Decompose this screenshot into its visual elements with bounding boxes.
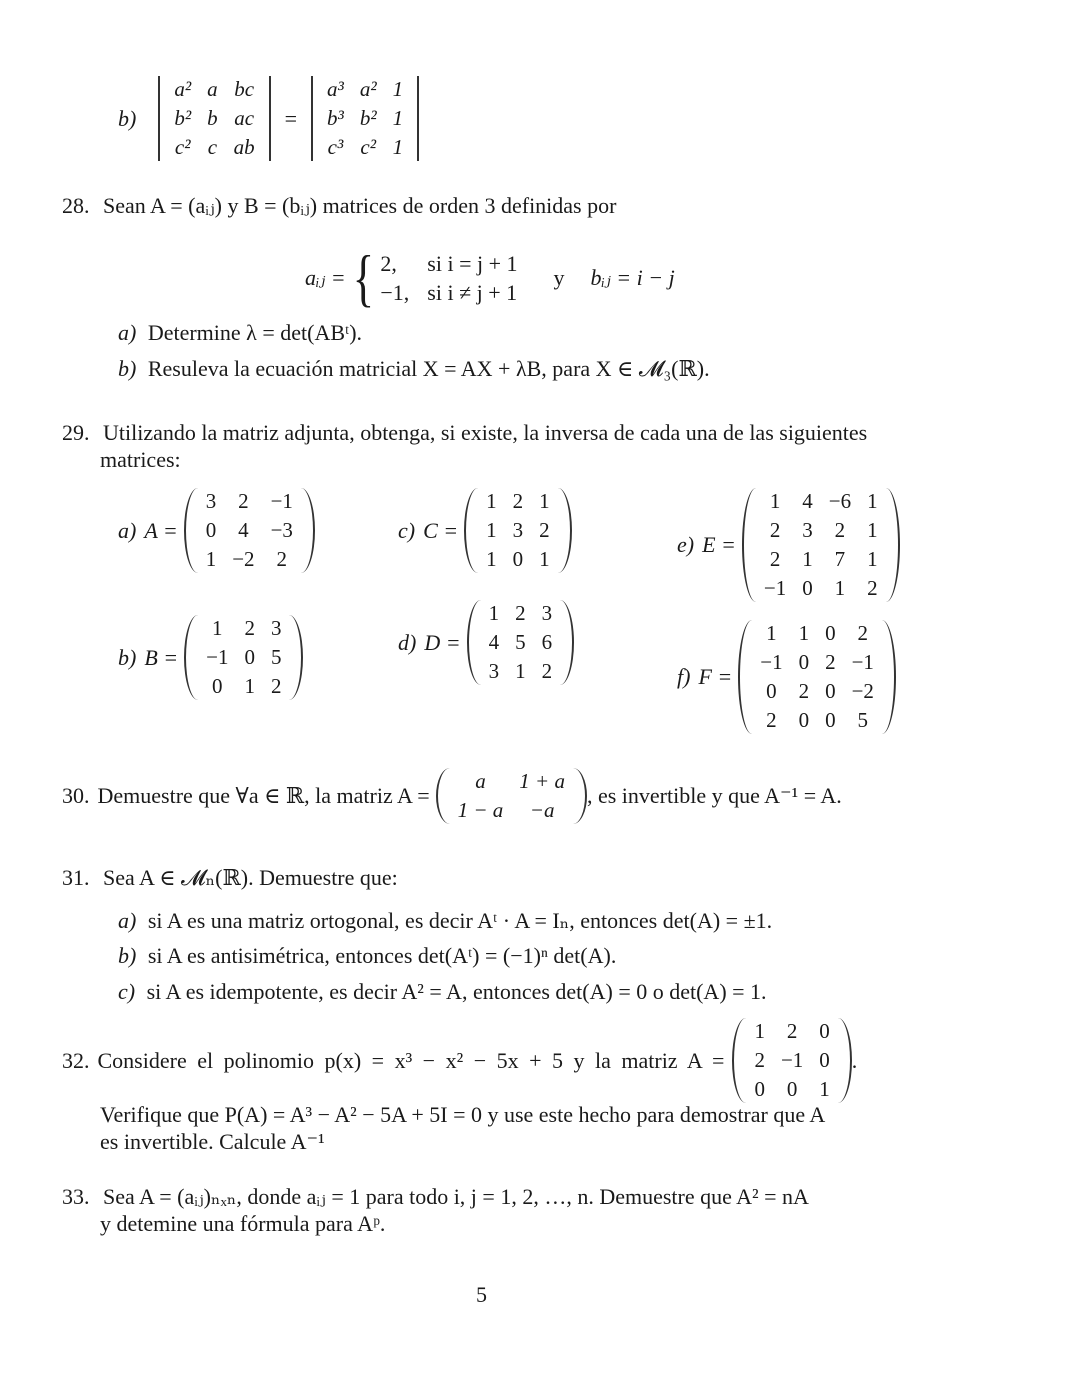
matrix-entries bbox=[452, 768, 571, 824]
matrix bbox=[742, 488, 900, 602]
matrix-cell: 7 bbox=[834, 547, 846, 571]
matrix bbox=[184, 488, 315, 573]
matrix-cell: ac bbox=[234, 106, 255, 130]
matrix-cell: 2 bbox=[541, 659, 553, 683]
equals-sign: = bbox=[284, 105, 298, 131]
matrix-cell: 2 bbox=[238, 489, 249, 513]
matrix-a bbox=[118, 488, 315, 573]
matrix-cell: 6 bbox=[541, 630, 553, 654]
matrix-cell: 1 bbox=[205, 547, 217, 571]
matrix-cell: 1 bbox=[867, 547, 878, 571]
matrix-cell: −1 bbox=[760, 650, 783, 674]
problem-33-line2: y detemine una fórmula para Aᵖ. bbox=[100, 1211, 386, 1236]
matrix-name: C = bbox=[423, 517, 459, 543]
matrix-cell: −6 bbox=[828, 489, 852, 513]
matrix-cell: 2 bbox=[825, 650, 836, 674]
matrix-cell: 0 bbox=[512, 547, 524, 571]
part-label: b) bbox=[118, 644, 137, 670]
right-paren-icon bbox=[556, 488, 572, 573]
matrix-cell: 2 bbox=[857, 621, 869, 645]
matrix-cell: −1 bbox=[270, 489, 293, 513]
matrix-cell: 1 bbox=[392, 106, 404, 130]
part-label: c) bbox=[398, 517, 416, 543]
matrix-cell: 2 bbox=[798, 679, 810, 703]
problem-number: 29. bbox=[62, 420, 90, 445]
left-paren-icon bbox=[184, 488, 200, 573]
matrix-name: A = bbox=[144, 517, 178, 543]
left-paren-icon bbox=[184, 615, 200, 700]
matrix-cell: 1 bbox=[244, 674, 255, 698]
matrix-cell: 0 bbox=[754, 1077, 765, 1101]
matrix-cell: 4 bbox=[238, 518, 249, 542]
matrix-cell: 2 bbox=[270, 674, 282, 698]
matrix-name: B = bbox=[144, 644, 179, 670]
matrix-cell: 2 bbox=[867, 576, 878, 600]
matrix-cell: −3 bbox=[270, 518, 293, 542]
matrix-cell: 4 bbox=[802, 489, 813, 513]
matrix-cell: −1 bbox=[851, 650, 874, 674]
problem-31-part-b: b) si A es antisimétrica, entonces det(Aᵗ) = (−1)ⁿ det(A). bbox=[118, 943, 617, 968]
matrix-cell: 2 bbox=[515, 601, 526, 625]
matrix-cell: 3 bbox=[205, 489, 217, 513]
matrix-cell: 5 bbox=[515, 630, 526, 654]
matrix-cell: b bbox=[207, 106, 218, 130]
matrix-cell: 2 bbox=[834, 518, 846, 542]
matrix-entries bbox=[200, 615, 287, 700]
matrix-cell: −1 bbox=[206, 645, 229, 669]
matrix-cell: −2 bbox=[851, 679, 874, 703]
matrix-cell: 2 bbox=[244, 616, 255, 640]
matrix-name: E = bbox=[702, 532, 736, 557]
matrix-cell: a² bbox=[359, 77, 377, 101]
left-brace-icon: { bbox=[352, 242, 374, 313]
matrix-cell: 0 bbox=[825, 679, 836, 703]
matrix-3x3 bbox=[732, 1018, 851, 1103]
matrix-cell: 1 bbox=[212, 616, 223, 640]
left-paren-icon bbox=[467, 600, 483, 685]
matrix-entries bbox=[748, 1018, 835, 1103]
matrix-cell: 0 bbox=[798, 708, 810, 732]
matrix bbox=[467, 600, 575, 685]
problem-32-line2: Verifique que P(A) = A³ − A² − 5A + 5I = 0 y use este hecho para demostrar que A bbox=[100, 1102, 826, 1127]
matrix-cell: 2 bbox=[769, 547, 781, 571]
matrix-cell: 1 bbox=[867, 518, 878, 542]
piecewise-definition: aᵢⱼ = { 2, si i = j + 1 −1, si i ≠ j + 1 y bᵢⱼ = i − j bbox=[305, 242, 675, 313]
matrix-cell: a bbox=[207, 77, 218, 101]
matrix-cell: c² bbox=[360, 135, 377, 159]
right-paren-icon bbox=[558, 600, 574, 685]
problem-29-statement-line2: matrices: bbox=[100, 447, 181, 472]
matrix-cell: b² bbox=[359, 106, 377, 130]
matrix-cell: 0 bbox=[802, 576, 813, 600]
matrix-cell: 2 bbox=[512, 489, 524, 513]
problem-28-statement: 28. Sean A = (aᵢⱼ) y B = (bᵢⱼ) matrices de orden 3 definidas por bbox=[62, 193, 617, 218]
matrix-cell: 1 bbox=[515, 659, 526, 683]
part-label: e) bbox=[677, 532, 695, 557]
matrix-cell: 0 bbox=[798, 650, 810, 674]
matrix-cell: 0 bbox=[205, 518, 217, 542]
right-paren-icon bbox=[299, 488, 315, 573]
right-paren-icon bbox=[836, 1018, 852, 1103]
matrix-cell: 1 bbox=[486, 518, 497, 542]
matrix-entries bbox=[483, 600, 559, 685]
matrix-cell: −1 bbox=[780, 1048, 804, 1072]
matrix-2x2 bbox=[436, 768, 587, 824]
left-paren-icon bbox=[436, 768, 452, 824]
matrix-c bbox=[398, 488, 572, 573]
matrix-cell: c bbox=[207, 135, 218, 159]
matrix-cell: 0 bbox=[244, 645, 255, 669]
matrix-cell: b² bbox=[174, 106, 192, 130]
matrix-cell: 0 bbox=[212, 674, 223, 698]
matrix-cell: b³ bbox=[327, 106, 344, 130]
left-paren-icon bbox=[732, 1018, 748, 1103]
matrix-cell: 3 bbox=[512, 518, 524, 542]
matrix-cell: 0 bbox=[786, 1077, 798, 1101]
determinant-lhs bbox=[150, 76, 278, 161]
problem-number: 31. bbox=[62, 865, 90, 890]
matrix-cell: 3 bbox=[541, 601, 553, 625]
problem-31-part-c: c) si A es idempotente, es decir A² = A, entonces det(A) = 0 o det(A) = 1. bbox=[118, 979, 767, 1004]
matrix-cell: 1 bbox=[798, 621, 810, 645]
matrix-cell: 2 bbox=[539, 518, 550, 542]
part-label: d) bbox=[398, 629, 417, 655]
problem-31-part-a: a) si A es una matriz ortogonal, es decir Aᵗ · A = Iₙ, entonces det(A) = ±1. bbox=[118, 908, 773, 933]
part-label: a) bbox=[118, 517, 137, 543]
determinant-rhs bbox=[303, 76, 427, 161]
matrix-cell: −1 bbox=[763, 576, 787, 600]
matrix-cell: 1 bbox=[819, 1077, 830, 1101]
part-label: b) bbox=[118, 105, 137, 131]
matrix-cell: 1 bbox=[867, 489, 878, 513]
right-paren-icon bbox=[880, 620, 896, 734]
determinant-identity bbox=[118, 76, 427, 161]
matrix-cell: 1 bbox=[392, 77, 404, 101]
matrix-cell: 3 bbox=[270, 616, 282, 640]
matrix-cell: 2 bbox=[786, 1019, 798, 1043]
left-paren-icon bbox=[742, 488, 758, 602]
right-paren-icon bbox=[571, 768, 587, 824]
right-paren-icon bbox=[287, 615, 303, 700]
problem-32-line3: es invertible. Calcule A⁻¹ bbox=[100, 1129, 325, 1154]
matrix-name: F = bbox=[698, 664, 733, 689]
matrix-cell: 1 bbox=[834, 576, 846, 600]
matrix-entries bbox=[200, 488, 299, 573]
matrix-cell: 1 bbox=[802, 547, 813, 571]
matrix-cell: 0 bbox=[819, 1048, 830, 1072]
page-number: 5 bbox=[476, 1282, 487, 1307]
matrix-cell: 2 bbox=[276, 547, 287, 571]
matrix-cell: 1 bbox=[766, 621, 777, 645]
matrix-cell: 1 bbox=[769, 489, 781, 513]
matrix-b bbox=[118, 615, 303, 700]
matrix-f bbox=[677, 620, 896, 734]
matrix bbox=[464, 488, 572, 573]
matrix-cell: 0 bbox=[825, 708, 836, 732]
matrix-cell: 1 bbox=[392, 135, 404, 159]
matrix-cell: 0 bbox=[825, 621, 836, 645]
matrix-cell: 1 bbox=[754, 1019, 765, 1043]
matrix-entries bbox=[480, 488, 556, 573]
problem-30: 30. Demuestre que ∀a ∈ ℝ, la matriz A = a 1 + a 1 − a −a , es invertible y que A⁻¹ = A. bbox=[62, 769, 842, 822]
matrix-cell: 1 bbox=[539, 489, 550, 513]
matrix-cell: c² bbox=[174, 135, 191, 159]
matrix-d bbox=[398, 600, 574, 685]
matrix-cell: 2 bbox=[766, 708, 777, 732]
matrix-cell: 1 bbox=[539, 547, 550, 571]
matrix-e bbox=[677, 488, 900, 602]
matrix bbox=[184, 615, 303, 700]
matrix-entries bbox=[758, 488, 884, 602]
matrix-cell: −2 bbox=[232, 547, 255, 571]
matrix-cell: c³ bbox=[327, 135, 344, 159]
matrix-cell: bc bbox=[234, 77, 255, 101]
matrix-cell: 4 bbox=[488, 630, 500, 654]
matrix-cell: 1 bbox=[486, 547, 497, 571]
matrix-cell: 3 bbox=[488, 659, 500, 683]
matrix-cell: 2 bbox=[769, 518, 781, 542]
matrix-cell: 0 bbox=[766, 679, 777, 703]
problem-28-part-b: b) Resuleva la ecuación matricial X = AX + λB, para X ∈ 𝓜₃(ℝ). bbox=[118, 356, 710, 381]
matrix bbox=[738, 620, 896, 734]
matrix-name: D = bbox=[424, 629, 461, 655]
matrix-cell: 2 bbox=[754, 1048, 765, 1072]
matrix-cell: −a bbox=[529, 798, 555, 822]
problem-28-part-a: a) Determine λ = det(ABᵗ). bbox=[118, 320, 363, 345]
matrix-cell: 1 bbox=[488, 601, 500, 625]
problem-31-statement: 31. Sea A ∈ 𝓜ₙ(ℝ). Demuestre que: bbox=[62, 865, 398, 890]
left-paren-icon bbox=[738, 620, 754, 734]
matrix-cell: ab bbox=[233, 135, 255, 159]
matrix-cell: 3 bbox=[802, 518, 813, 542]
matrix-cell: a² bbox=[174, 77, 192, 101]
left-paren-icon bbox=[464, 488, 480, 573]
part-label: f) bbox=[677, 664, 691, 689]
matrix-cell: 5 bbox=[270, 645, 282, 669]
matrix-cell: 1 + a bbox=[519, 769, 565, 793]
matrix-cell: a bbox=[475, 769, 486, 793]
matrix-cell: 1 bbox=[486, 489, 497, 513]
problem-number: 32. bbox=[62, 1047, 90, 1073]
problem-number: 28. bbox=[62, 193, 90, 218]
problem-number: 33. bbox=[62, 1184, 90, 1209]
matrix-cell: 5 bbox=[857, 708, 869, 732]
matrix-cell: 1 − a bbox=[457, 798, 504, 822]
problem-29-statement: 29. Utilizando la matriz adjunta, obtenga, si existe, la inversa de cada una de las siguientes bbox=[62, 420, 868, 445]
matrix-entries bbox=[754, 620, 880, 734]
matrix-cell: 0 bbox=[819, 1019, 830, 1043]
matrix-cell: a³ bbox=[327, 77, 344, 101]
right-paren-icon bbox=[884, 488, 900, 602]
problem-33: 33. Sea A = (aᵢⱼ)ₙₓₙ, donde aᵢⱼ = 1 para todo i, j = 1, 2, …, n. Demuestre que A² = nA bbox=[62, 1184, 809, 1209]
problem-number: 30. bbox=[62, 783, 90, 808]
problem-32: 32. Considere el polinomio p(x) = x³ − x² − 5x + 5 y la matriz A = 1 2 0 2 −1 0 0 0 1 . bbox=[62, 1019, 858, 1101]
